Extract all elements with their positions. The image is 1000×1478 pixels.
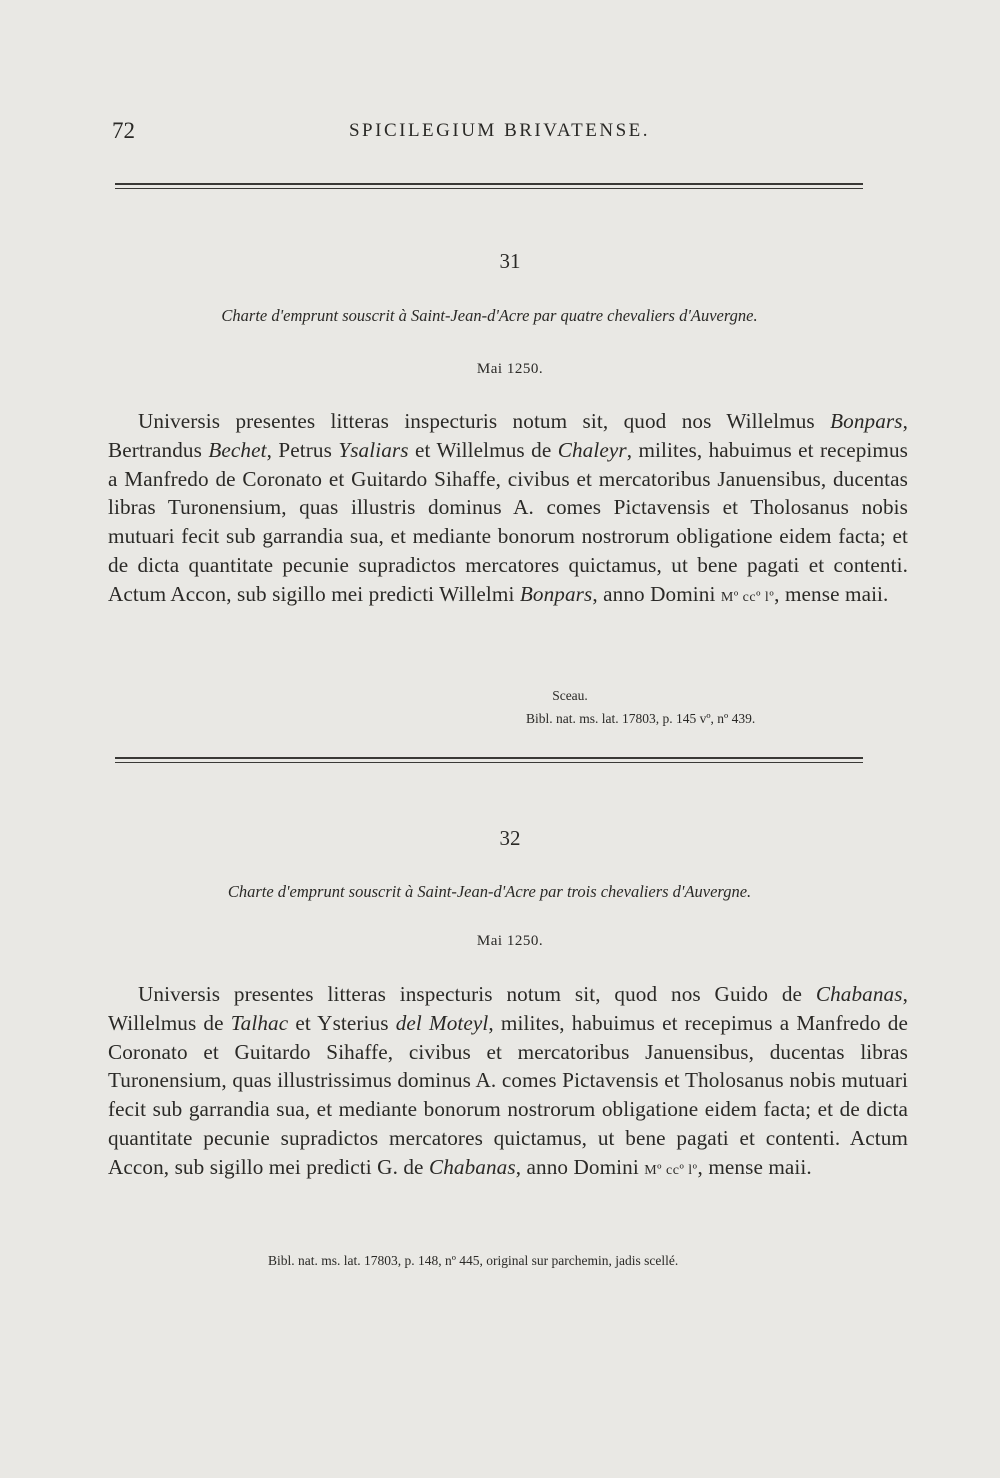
document-title: Charte d'emprunt souscrit à Saint-Jean-d'Acre par trois chevaliers d'Auvergne. <box>227 882 752 901</box>
seal-note: Sceau. <box>552 688 588 703</box>
header-rule <box>115 183 863 189</box>
page-number: 72 <box>112 118 135 143</box>
source-note: Bibl. nat. ms. lat. 17803, p. 148, nº 445, original sur parchemin, jadis scellé. <box>268 1253 679 1268</box>
section-rule <box>115 757 863 763</box>
document-date: Mai 1250. <box>476 361 544 377</box>
document-date: Mai 1250. <box>476 933 544 949</box>
document-body: Universis presentes litteras inspecturis notum sit, quod nos Guido de Chabanas, Willelmus de Talhac et Ysterius del Moteyl, milites, habuimus et recepimus a Manfredo de Coronato et Guitardo Sihaffe, civibus et mercatoribus Januensibus, ducentas libras Turonensium, quas illustrissimus dominus A. comes Pictavensis et Tholosanus nobis mutuari fecit sub garrandia sua, et mediante bonorum nostrorum obligatione eidem facta; et de dicta quantitate pecunie supradictos mercatores quictamus, ut bene pagati et contenti. Actum Accon, sub sigillo mei predicti G. de Chabanas, anno Domini Mº ccº lº, mense maii. <box>108 982 908 1179</box>
source-note: Bibl. nat. ms. lat. 17803, p. 145 vº, nº 439. <box>526 711 756 726</box>
document-body: Universis presentes litteras inspecturis notum sit, quod nos Willelmus Bonpars, Bertrandus Bechet, Petrus Ysaliars et Willelmus de Chaleyr, milites, habuimus et recepimus a Manfredo de Coronato et Guitardo Sihaffe, civibus et mercatoribus Januensibus, ducentas libras Turonensium, quas illustris dominus A. comes Pictavensis et Tholosanus nobis mutuari fecit sub garrandia sua, et mediante bonorum nostrorum obligatione eidem facta; et de dicta quantitate pecunie supradictos mercatores quictamus, ut bene pagati et contenti. Actum Accon, sub sigillo mei predicti Willelmi Bonpars, anno Domini Mº ccº lº, mense maii. <box>108 409 908 606</box>
document-number: 32 <box>499 826 521 850</box>
running-title: SPICILEGIUM BRIVATENSE. <box>348 120 650 141</box>
page-header <box>112 118 867 154</box>
document-number: 31 <box>499 249 521 273</box>
document-title: Charte d'emprunt souscrit à Saint-Jean-d'Acre par quatre chevaliers d'Auvergne. <box>221 306 758 325</box>
